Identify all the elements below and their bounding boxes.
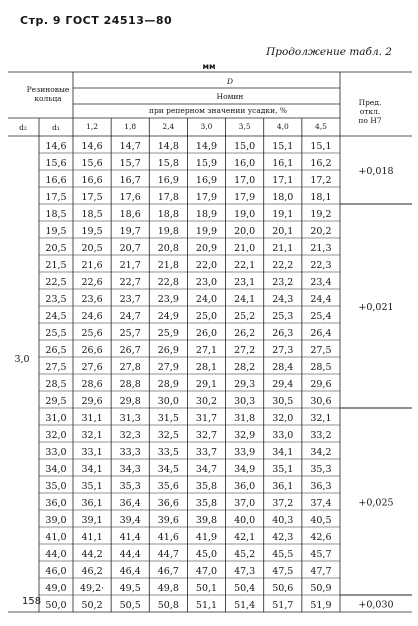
d-cell: 46,2: [81, 566, 103, 577]
d-cell: 20,5: [81, 243, 103, 254]
d-cell: 19,8: [157, 226, 179, 237]
d-cell: 29,4: [272, 379, 294, 390]
d-cell: 30,5: [272, 396, 294, 407]
d-cell: 46,4: [119, 566, 141, 577]
d-cell: 17,2: [310, 175, 332, 186]
d-cell: 14,8: [157, 141, 179, 152]
d-cell: 32,1: [81, 430, 103, 441]
d-cell: 24,9: [157, 311, 179, 322]
d-cell: 14,9: [195, 141, 218, 152]
d-cell: 36,6: [157, 498, 179, 509]
table-row: [45, 498, 331, 509]
d-cell: 30,0: [157, 396, 179, 407]
d1-cell: 21,5: [45, 260, 67, 271]
d1-cell: 44,0: [45, 549, 67, 560]
d-cell: 29,6: [81, 396, 103, 407]
d-cell: 28,2: [234, 362, 256, 373]
d-cell: 33,2: [310, 430, 332, 441]
d1-cell: 16,6: [45, 175, 67, 186]
d-cell: 30,6: [310, 396, 332, 407]
d1-cell: 41,0: [45, 532, 67, 543]
d-cell: 41,1: [81, 532, 103, 543]
d-cell: 23,2: [272, 277, 294, 288]
d-cell: 31,8: [234, 413, 256, 424]
d-cell: 40,5: [310, 515, 332, 526]
d-cell: 49,5: [119, 583, 141, 594]
tol-heading-line3: по H7: [358, 116, 382, 125]
d-cell: 42,1: [234, 532, 256, 543]
table-row: [45, 328, 331, 339]
d-cell: 50,5: [119, 600, 141, 611]
table-row: [45, 362, 331, 373]
shrink-col-header: 1,8: [124, 122, 137, 131]
d1-cell: 35,0: [45, 481, 67, 492]
table-row: [45, 515, 331, 526]
d-cell: 19,7: [119, 226, 141, 237]
d-cell: 26,3: [272, 328, 294, 339]
d-cell: 14,6: [81, 141, 103, 152]
table-row: [45, 600, 331, 611]
d-cell: 26,6: [81, 345, 103, 356]
table-row: [45, 141, 331, 152]
d2-heading: d₂: [19, 123, 27, 132]
d1-cell: 17,5: [45, 192, 67, 203]
d-cell: 29,8: [119, 396, 141, 407]
d-cell: 31,7: [195, 413, 218, 424]
d-cell: 35,1: [272, 464, 294, 475]
d-cell: 25,9: [157, 328, 179, 339]
d-cell: 17,1: [272, 175, 294, 186]
d-cell: 45,5: [272, 549, 294, 560]
d-cell: 40,0: [234, 515, 256, 526]
d-cell: 36,0: [234, 481, 256, 492]
d-cell: 44,4: [119, 549, 141, 560]
table-row: [45, 158, 331, 169]
table-row: [45, 209, 331, 220]
d-cell: 50,1: [195, 583, 218, 594]
d-cell: 21,6: [81, 260, 103, 271]
d-cell: 34,5: [157, 464, 179, 475]
table-row: [45, 260, 331, 271]
d-cell: 33,1: [81, 447, 103, 458]
d-cell: 32,3: [119, 430, 141, 441]
d-cell: 15,6: [81, 158, 103, 169]
d-cell: 34,9: [234, 464, 256, 475]
table-row: [45, 430, 331, 441]
d-cell: 26,7: [119, 345, 141, 356]
table-row: [45, 379, 331, 390]
d-cell: 34,1: [272, 447, 294, 458]
d1-cell: 26,5: [45, 345, 67, 356]
d-cell: 19,9: [195, 226, 218, 237]
d-cell: 32,9: [234, 430, 256, 441]
d-cell: 15,0: [234, 141, 256, 152]
d-cell: 27,8: [119, 362, 141, 373]
d-cell: 28,9: [157, 379, 179, 390]
d-cell: 23,1: [234, 277, 256, 288]
d-cell: 29,1: [195, 379, 218, 390]
d1-cell: 49,0: [45, 583, 67, 594]
d1-cell: 27,5: [45, 362, 67, 373]
d-cell: 39,4: [119, 515, 141, 526]
d-cell: 24,0: [195, 294, 218, 305]
table-row: [45, 413, 331, 424]
d-cell: 15,1: [272, 141, 294, 152]
d-cell: 20,8: [157, 243, 179, 254]
d-cell: 14,7: [119, 141, 141, 152]
d-cell: 28,4: [272, 362, 294, 373]
d-cell: 35,3: [119, 481, 141, 492]
d1-cell: 24,5: [45, 311, 67, 322]
d1-cell: 36,0: [45, 498, 67, 509]
page-number: 158: [22, 596, 42, 607]
d-cell: 37,0: [234, 498, 256, 509]
d-cell: 29,6: [310, 379, 332, 390]
d1-cell: 32,0: [45, 430, 67, 441]
d-cell: 16,7: [119, 175, 141, 186]
d-cell: 35,8: [195, 481, 218, 492]
d-cell: 50,9: [310, 583, 332, 594]
table-row: [45, 566, 331, 577]
d-cell: 18,5: [81, 209, 103, 220]
shrink-col-header: 2,4: [162, 122, 175, 131]
d1-cell: 20,5: [45, 243, 67, 254]
d1-heading: d₁: [52, 123, 60, 132]
rings-heading-line2: кольца: [34, 94, 62, 103]
table-row: [45, 311, 331, 322]
d-cell: 19,5: [81, 226, 103, 237]
d1-cell: 22,5: [45, 277, 67, 288]
table-row: [45, 226, 331, 237]
d1-cell: 39,0: [45, 515, 67, 526]
d-cell: 31,5: [157, 413, 179, 424]
d-cell: 21,1: [272, 243, 294, 254]
d-cell: 27,6: [81, 362, 103, 373]
d-cell: 34,7: [195, 464, 218, 475]
d-cell: 16,9: [195, 175, 218, 186]
d-cell: 41,9: [195, 532, 218, 543]
table-row: [45, 481, 331, 492]
d-cell: 23,0: [195, 277, 218, 288]
d-cell: 24,4: [310, 294, 332, 305]
d-cell: 19,2: [310, 209, 332, 220]
d-heading: D: [226, 77, 234, 86]
d-cell: 51,4: [234, 600, 256, 611]
d-cell: 47,5: [272, 566, 294, 577]
d-cell: 15,7: [119, 158, 141, 169]
d-cell: 28,6: [81, 379, 103, 390]
d-cell: 45,7: [310, 549, 332, 560]
nominal-heading: Номин: [216, 92, 244, 101]
d-cell: 47,7: [310, 566, 332, 577]
d-cell: 25,0: [195, 311, 218, 322]
d-cell: 29,3: [234, 379, 256, 390]
d-cell: 35,6: [157, 481, 179, 492]
d-cell: 24,7: [119, 311, 141, 322]
d-cell: 25,4: [310, 311, 332, 322]
d-cell: 24,1: [234, 294, 256, 305]
page-header: Стр. 9 ГОСТ 24513—80: [20, 14, 173, 27]
d-cell: 17,9: [234, 192, 256, 203]
d-cell: 44,7: [157, 549, 179, 560]
d-cell: 22,2: [272, 260, 294, 271]
d-cell: 28,5: [310, 362, 332, 373]
d-cell: 50,8: [157, 600, 179, 611]
d-cell: 31,3: [119, 413, 141, 424]
d-cell: 27,2: [234, 345, 256, 356]
d-cell: 36,3: [310, 481, 332, 492]
d-cell: 35,3: [310, 464, 332, 475]
d-cell: 21,7: [119, 260, 141, 271]
d-cell: 26,9: [157, 345, 179, 356]
d-cell: 21,8: [157, 260, 179, 271]
table-row: [45, 277, 331, 288]
d-cell: 16,2: [310, 158, 332, 169]
unit-label: мм: [202, 62, 216, 71]
d-cell: 47,3: [234, 566, 256, 577]
d1-cell: 46,0: [45, 566, 67, 577]
d-cell: 23,6: [81, 294, 103, 305]
table-row: [45, 345, 331, 356]
tolerance-cell: +0,030: [358, 599, 394, 611]
d-cell: 22,7: [119, 277, 141, 288]
d-cell: 17,5: [81, 192, 103, 203]
d1-cell: 25,5: [45, 328, 67, 339]
d-cell: 32,7: [195, 430, 218, 441]
table-row: [45, 583, 331, 594]
d-cell: 20,0: [234, 226, 256, 237]
d-cell: 27,1: [195, 345, 218, 356]
shrink-col-header: 4,0: [276, 122, 289, 131]
d-cell: 25,7: [119, 328, 141, 339]
d-cell: 35,8: [195, 498, 218, 509]
d2-value: 3,0: [14, 354, 30, 365]
d-cell: 23,7: [119, 294, 141, 305]
d-cell: 17,8: [157, 192, 179, 203]
d-cell: 36,1: [272, 481, 294, 492]
d1-cell: 23,5: [45, 294, 67, 305]
d1-cell: 31,0: [45, 413, 67, 424]
shrink-col-header: 3,5: [238, 122, 251, 131]
d-cell: 15,9: [195, 158, 218, 169]
d-cell: 20,1: [272, 226, 294, 237]
d-cell: 50,4: [234, 583, 256, 594]
d-cell: 20,2: [310, 226, 332, 237]
d-cell: 41,4: [119, 532, 141, 543]
d-cell: 18,9: [195, 209, 218, 220]
d-cell: 18,8: [157, 209, 179, 220]
d-cell: 26,4: [310, 328, 332, 339]
d-cell: 23,4: [310, 277, 332, 288]
d-cell: 36,1: [81, 498, 103, 509]
d-cell: 49,8: [157, 583, 179, 594]
d-cell: 21,3: [310, 243, 332, 254]
tolerance-cell: +0,021: [358, 302, 394, 313]
table-row: [45, 175, 331, 186]
d-cell: 50,6: [272, 583, 294, 594]
d-cell: 16,0: [234, 158, 256, 169]
table-row: [45, 549, 331, 560]
table-row: [45, 447, 331, 458]
shrink-col-header: 3,0: [200, 122, 213, 131]
d-cell: 33,5: [157, 447, 179, 458]
d-cell: 22,3: [310, 260, 332, 271]
d-cell: 24,3: [272, 294, 294, 305]
d-cell: 32,0: [272, 413, 294, 424]
rings-heading-line1: Резиновые: [26, 85, 70, 94]
d-cell: 42,6: [310, 532, 332, 543]
d1-cell: 33,0: [45, 447, 67, 458]
d-cell: 16,9: [157, 175, 179, 186]
d-cell: 46,7: [157, 566, 179, 577]
d-cell: 17,0: [234, 175, 256, 186]
d1-cell: 28,5: [45, 379, 67, 390]
d-cell: 21,0: [234, 243, 256, 254]
d-cell: 37,4: [310, 498, 332, 509]
continuation-label: Продолжение табл. 2: [266, 46, 392, 58]
tolerance-cells: [358, 166, 393, 611]
d-cell: 27,3: [272, 345, 294, 356]
d-cell: 41,6: [157, 532, 179, 543]
table-row: [45, 532, 331, 543]
d-cell: 22,8: [157, 277, 179, 288]
d-cell: 49,2·: [79, 583, 105, 594]
d-cell: 25,2: [234, 311, 256, 322]
d-cell: 32,5: [157, 430, 179, 441]
d-cell: 25,6: [81, 328, 103, 339]
tol-heading-line1: Пред.: [358, 98, 382, 107]
d-cell: 28,1: [195, 362, 218, 373]
d-cell: 39,8: [195, 515, 218, 526]
d-cell: 45,2: [234, 549, 256, 560]
d1-cell: 19,5: [45, 226, 67, 237]
d-cell: 33,0: [272, 430, 294, 441]
table-row: [45, 243, 331, 254]
d-cell: 27,5: [310, 345, 332, 356]
d1-cell: 34,0: [45, 464, 67, 475]
d-cell: 34,1: [81, 464, 103, 475]
d-cell: 22,0: [195, 260, 218, 271]
d-cell: 42,3: [272, 532, 294, 543]
d-cell: 16,1: [272, 158, 294, 169]
d-cell: 17,6: [119, 192, 141, 203]
d-cell: 18,0: [272, 192, 294, 203]
d-cell: 30,2: [195, 396, 218, 407]
d-cell: 33,3: [119, 447, 141, 458]
d-cell: 15,8: [157, 158, 179, 169]
table-row: [45, 192, 331, 203]
d-cell: 27,9: [157, 362, 179, 373]
table-row: [45, 464, 331, 475]
shrink-heading: при реперном значении усадки, %: [148, 106, 288, 115]
d-cell: 51,1: [195, 600, 218, 611]
d-cell: 45,0: [195, 549, 218, 560]
d-cell: 25,3: [272, 311, 294, 322]
d-cell: 33,7: [195, 447, 218, 458]
d1-cell: 14,6: [45, 141, 67, 152]
d-cell: 28,8: [119, 379, 141, 390]
d-cell: 15,1: [310, 141, 332, 152]
d-cell: 50,2: [81, 600, 103, 611]
d-cell: 26,2: [234, 328, 256, 339]
d-cell: 18,1: [310, 192, 332, 203]
d-cell: 51,7: [272, 600, 294, 611]
d-cell: 32,1: [310, 413, 332, 424]
d-cell: 20,9: [195, 243, 218, 254]
d-cell: 20,7: [119, 243, 141, 254]
d-cell: 34,3: [119, 464, 141, 475]
d-cell: 44,2: [81, 549, 103, 560]
d-cell: 16,6: [81, 175, 103, 186]
table-row: [45, 294, 331, 305]
d-cell: 39,6: [157, 515, 179, 526]
shrink-col-header: 4,5: [314, 122, 327, 131]
table-grid: [8, 72, 412, 612]
tolerance-cell: +0,018: [358, 166, 394, 177]
d-cell: 22,6: [81, 277, 103, 288]
d-cell: 31,1: [81, 413, 103, 424]
d-cell: 36,4: [119, 498, 141, 509]
table-row: [45, 396, 331, 407]
d-cell: 51,9: [310, 600, 332, 611]
d-cell: 22,1: [234, 260, 256, 271]
tolerance-cell: +0,025: [358, 497, 394, 509]
d-cell: 35,1: [81, 481, 103, 492]
tol-heading-line2: откл.: [359, 107, 381, 116]
d-cell: 19,1: [272, 209, 294, 220]
d-cell: 34,2: [310, 447, 332, 458]
d-cell: 39,1: [81, 515, 103, 526]
d1-cell: 29,5: [45, 396, 67, 407]
shrink-columns: [86, 122, 327, 131]
d-cell: 47,0: [195, 566, 218, 577]
d1-cell: 50,0: [45, 600, 67, 611]
d-cell: 17,9: [195, 192, 218, 203]
d1-cell: 15,6: [45, 158, 67, 169]
d-cell: 24,6: [81, 311, 103, 322]
d-cell: 37,2: [272, 498, 294, 509]
d-cell: 18,6: [119, 209, 141, 220]
d-cell: 23,9: [157, 294, 179, 305]
d-cell: 33,9: [234, 447, 256, 458]
d-cell: 40,3: [272, 515, 294, 526]
table-body: [45, 141, 331, 611]
shrink-col-header: 1,2: [86, 122, 99, 131]
d1-cell: 18,5: [45, 209, 67, 220]
d-cell: 26,0: [195, 328, 218, 339]
d-cell: 30,3: [234, 396, 256, 407]
d-cell: 19,0: [234, 209, 256, 220]
